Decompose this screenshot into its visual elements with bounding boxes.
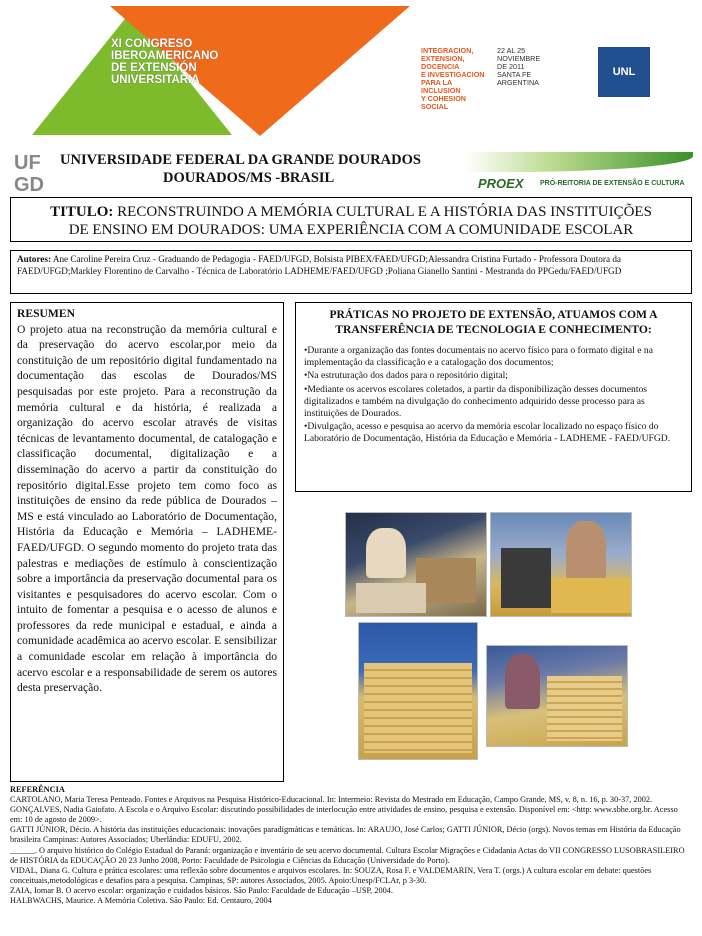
date-line: NOVIEMBRE — [497, 54, 541, 63]
reference-item: VIDAL, Diana G. Cultura e prática escolares: uma reflexão sobre documentos e arquivos escolares. In: SOUZA, Rosa F. e VALDEMARIN, Vera T. (orgs.) A cultura escolar em debate: questões conceituais,metodológicas e desafios para a pesquisa. Campinas, SP: autores Associados, 2005. Apoio:Unesp/FCLAr, p 3-30. — [10, 865, 652, 885]
congress-date — [497, 47, 540, 87]
university-name: UNIVERSIDADE FEDERAL DA GRANDE DOURADOS — [60, 152, 421, 168]
practice-item: •Na estruturação dos dados para o repositório digital; — [304, 370, 508, 382]
photo-archive-staff — [490, 512, 632, 617]
summary-box — [10, 302, 284, 782]
reference-item: ______. O arquivo histórico do Colégio Estadual do Paraná: organização e inventário de seu acervo documental. Cultura Escolar Migrações e Cidadania Actas do VII CONGRESSO LUSOBRASILEIRO de HISTÓRIA da EDUCAÇÃO 20 23 Junho 2008, Porto: Faculdade de Psicologia e Ciências da Educação (Universidade do Porto). — [10, 845, 685, 865]
date-line: DE 2011 — [497, 62, 525, 71]
practice-item: •Durante a organização das fontes documentais no acervo físico para o formato digital e na implementação da classificação e a catalogação dos documentos; — [304, 345, 653, 369]
ufgd-logo — [14, 152, 60, 198]
proex-subtitle: PRÓ-REITORIA DE EXTENSÃO E CULTURA — [540, 180, 685, 187]
authors-box — [10, 250, 692, 294]
motto-line: Y COHESION — [421, 94, 466, 103]
practice-item: •Divulgação, acesso e pesquisa ao acervo da memória escolar localizado no espaço físico do Laboratório de Documentação, História da Educação e Memória - LADHEME - FAED/UFGD. — [304, 421, 671, 445]
references — [10, 785, 692, 906]
authors-label: Autores: — [17, 254, 52, 264]
practices-heading: PRÁTICAS NO PROJETO DE EXTENSÃO, ATUAMOS COM A TRANSFERÊNCIA DE TECNOLOGIA E CONHECIMENTO: — [329, 308, 658, 336]
motto-line: PARA LA — [421, 78, 453, 87]
congress-line-3: DE EXTENSIÓN — [111, 62, 197, 74]
summary-heading: RESUMEN — [17, 307, 75, 320]
reference-item: GONÇALVES, Nadia Gaiofato. A Escola e o Arquivo Escolar: discutindo possibilidades de interlocução entre atividades de ensino, pesquisa e extensão. Disponível em: <http: www.sbhe.org.br. Acesso em: 10 de agosto de 2009>. — [10, 805, 678, 825]
date-line: SANTA FE — [497, 70, 532, 79]
ufgd-logo-line: GD — [14, 174, 44, 196]
motto-line: DOCENCIA — [421, 62, 460, 71]
practices-box — [295, 302, 692, 492]
poster-title — [10, 197, 692, 242]
university-city: DOURADOS/MS -BRASIL — [163, 170, 335, 186]
date-line: 22 AL 25 — [497, 46, 526, 55]
references-heading: REFERÊNCIA — [10, 785, 65, 794]
motto-line: E INVESTIGACION — [421, 70, 485, 79]
reference-item: HALBWACHS, Maurice. A Memória Coletiva. São Paulo: Ed. Centauro, 2004 — [10, 896, 272, 906]
reference-item: CARTOLANO, Maria Teresa Penteado. Fontes e Arquivos na Pesquisa Histórico-Educacional. In: Intermeio: Revista do Mestrado em Educação, Campo Grande, MS, v. 8, n. 16, p. 30-37, 2002. — [10, 795, 653, 805]
congress-line-2: IBEROAMERICANO — [111, 50, 219, 62]
reference-item: GATTI JÚNIOR, Décio. A história das instituições educacionais: inovações paradigmáticas e temáticas. In: ARAUJO, José Carlos; GATTI JÚNIOR, Décio (orgs). Novos temas em História da Educação brasileira Campinas: Autores Associados; Uberlândia: EDUFU, 2002. — [10, 825, 681, 845]
ufgd-logo-line: UF — [14, 152, 41, 174]
motto-line: INCLUSION — [421, 86, 461, 95]
congress-motto — [421, 47, 485, 111]
title-label: TITULO: — [50, 204, 114, 220]
proex-swoosh — [465, 152, 693, 172]
proex-logo: PROEX — [478, 176, 524, 191]
date-line: ARGENTINA — [497, 78, 539, 87]
summary-text: O projeto atua na reconstrução da memória cultural e da preservação do acervo escolar,por meio da constituição de um repositório digital fundamentado na documentação das escolas de Dourados/MS pesquisadas por este projeto. Para a reconstrução da memória cultural e da história, é realizada a organização do acervo escolar através de visitas técnicas de levantamento documental, de catalogação e classificação documental, digitalização e a disseminação do acervo a partir da constituição do repositório digital.Esse projeto tem como foco as instituições de ensino da rede pública de Dourados – MS e está vinculado ao Laboratório de Documentação, História da Educação e Memória – LADHEME-FAED/UFGD. O segundo momento do projeto trata das palestras e mediações de estímulo à conscientização sobre a importância da preservação documental para os visitantes e pesquisadores do acervo escolar. Com o intuito de fomentar a pesquisa e o acesso de alunos e professores da rede municipal e estadual, e ainda a comunidade acadêmica ao acervo escolar. E sensibilizar a comunidade escolar em relação à importância do acervo escolar e a responsabilidade de serem os autores desta preservação. — [17, 322, 277, 695]
motto-line: INTEGRACION, — [421, 46, 474, 55]
photo-staff-with-folders — [486, 645, 628, 747]
title-line-1: RECONSTRUINDO A MEMÓRIA CULTURAL E A HISTÓRIA DAS INSTITUIÇÕES — [117, 204, 652, 220]
photo-document-folders — [358, 622, 478, 760]
authors-text: Ane Caroline Pereira Cruz - Graduando de Pedagogia - FAED/UFGD, Bolsista PIBEX/FAED/UFGD;Alessandra Cristina Furtado - Professora Doutora da FAED/UFGD;Markley Florentino de Carvalho - Técnica de Laboratório LADHEME/FAED/UFGD ;Poliana Gianello Santini - Mestranda do PPGedu/FAED/UFGD — [17, 254, 622, 276]
motto-line: EXTENSION, — [421, 54, 465, 63]
congress-banner — [0, 0, 702, 150]
title-line-2: DE ENSINO EM DOURADOS: UMA EXPERIÊNCIA COM A COMUNIDADE ESCOLAR — [68, 222, 634, 238]
photo-document-handling — [345, 512, 487, 617]
unl-logo: UNL — [598, 47, 650, 97]
congress-line-1: XI CONGRESO — [111, 38, 193, 50]
practice-item: •Mediante os acervos escolares coletados, a partir da disponibilização desses documentos digitalizados e também na divulgação do conhecimento adquirido desse processo para as instituições de Dourados. — [304, 383, 648, 420]
congress-name — [111, 38, 218, 86]
motto-line: SOCIAL — [421, 102, 449, 111]
reference-item: ZAIA, Iomar B. O acervo escolar: organização e cuidados básicos. São Paulo: Faculdade de Educação –USP, 2004. — [10, 885, 394, 895]
congress-line-4: UNIVERSITARIA — [111, 74, 200, 86]
